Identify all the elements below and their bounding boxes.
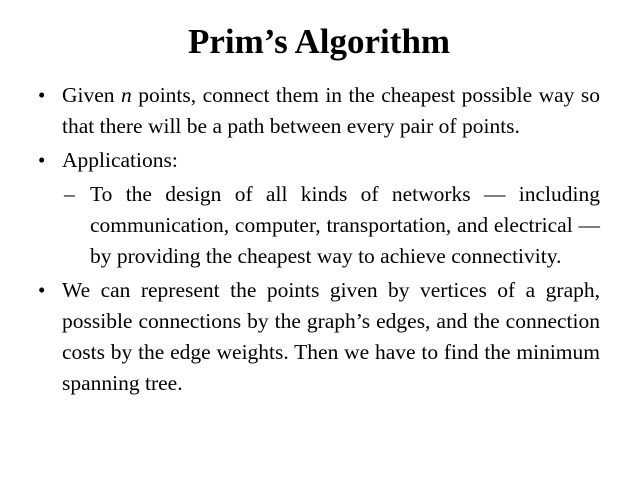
bullet-item-applications	[38, 145, 600, 176]
bullet-item-given-points	[38, 80, 600, 142]
bullet-mark: •	[38, 83, 46, 107]
bullet-item-graph-representation	[38, 275, 600, 399]
bullet-text: Applications:	[62, 148, 178, 172]
sub-bullet-text: To the design of all kinds of networks — including communication, computer, transportation, and electrical — by providing the cheapest way to achieve connectivity.	[90, 182, 600, 268]
bullet-text-emphasis: n	[121, 83, 132, 107]
sub-bullet-item-network-design	[38, 179, 600, 272]
bullet-mark: •	[38, 278, 46, 302]
bullet-text-prefix: Given	[62, 83, 121, 107]
slide-title: Prim’s Algorithm	[187, 22, 451, 61]
bullet-text: We can represent the points given by vertices of a graph, possible connections by the graph’s edges, and the connection costs by the edge weights. Then we have to find the minimum spanning tree.	[62, 278, 600, 395]
bullet-mark: •	[38, 148, 46, 172]
sub-bullet-mark: –	[64, 182, 75, 206]
bullet-text-suffix: points, connect them in the cheapest possible way so that there will be a path between every pair of points.	[62, 83, 600, 138]
slide-content	[38, 80, 600, 402]
